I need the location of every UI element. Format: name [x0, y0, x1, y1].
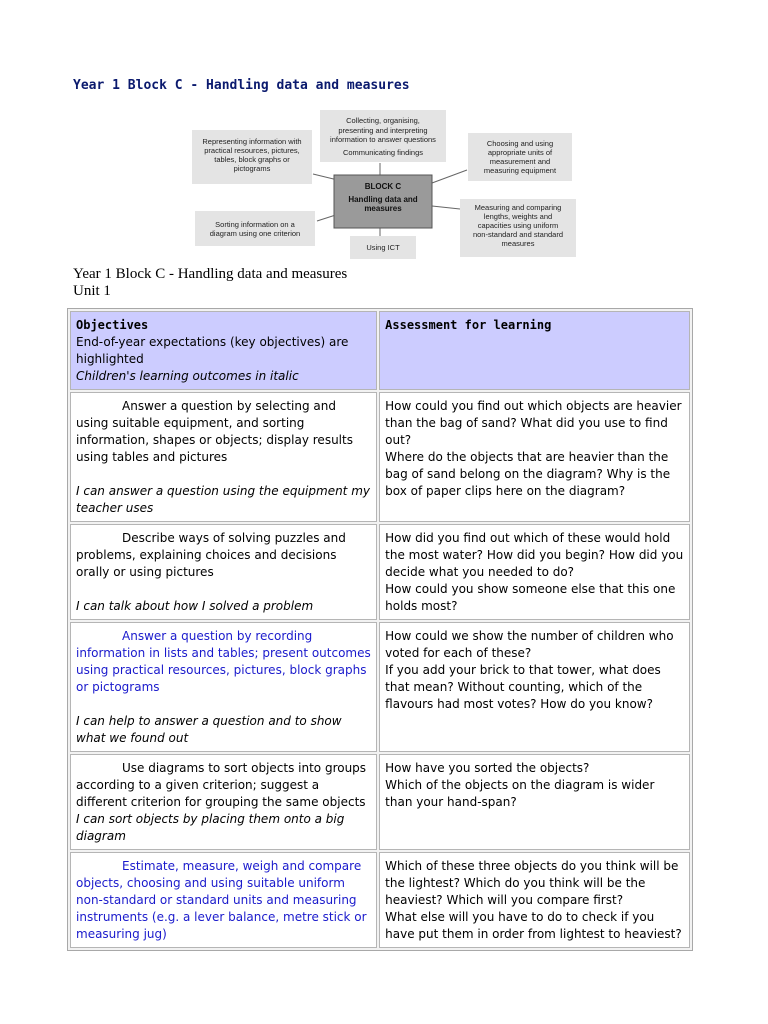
diagram-right-top-line-2: appropriate units of	[487, 148, 553, 157]
diagram-center-line-1: BLOCK C	[364, 182, 402, 191]
diagram-right-top-line-3: measurement and	[489, 157, 551, 166]
assessment-question: How could we show the number of children who voted for each of these?	[385, 629, 674, 660]
objective-text: Use diagrams to sort objects into groups according to a given criterion; suggest a different criterion for grouping the same objects	[76, 761, 367, 809]
diagram-center-line-3: measures	[364, 204, 402, 213]
key-objectives-note: End-of-year expectations (key objectives) are highlighted	[76, 335, 349, 366]
objectives-header: Objectives	[76, 318, 149, 332]
diagram-top-line-3: information to answer questions	[330, 135, 436, 144]
diagram-right-bottom-line-5: measures	[501, 239, 535, 248]
table-row	[70, 754, 690, 850]
assessment-header-cell	[379, 311, 690, 390]
diagram-top-line-1: Collecting, organising,	[346, 116, 420, 125]
diagram-left-bottom-line-1: Sorting information on a	[215, 220, 295, 229]
diagram-left-bottom-line-2: diagram using one criterion	[209, 229, 301, 238]
page-heading: Year 1 Block C - Handling data and measures	[73, 78, 410, 93]
table-row	[70, 852, 690, 948]
diagram-top-line-2: presenting and interpreting	[338, 126, 428, 135]
objective-cell	[70, 392, 377, 522]
diagram-right-top-line-4: measuring equipment	[483, 166, 557, 175]
assessment-header: Assessment for learning	[385, 318, 552, 332]
diagram-left-top-line-3: tables, block graphs or	[214, 155, 290, 164]
objective-cell	[70, 622, 377, 752]
assessment-question: How could you find out which objects are heavier than the bag of sand? What did you use to find out?	[385, 399, 682, 447]
diagram-left-top-line-2: practical resources, pictures,	[204, 146, 300, 155]
assessment-cell	[379, 754, 690, 850]
assessment-question: Where do the objects that are heavier than the bag of sand belong on the diagram? Why is the box of paper clips here on the diagram?	[385, 450, 671, 498]
diagram-top-line-4: Communicating findings	[342, 148, 424, 157]
assessment-question: Which of the objects on the diagram is wider than your hand-span?	[385, 778, 655, 809]
diagram-center-line-2: Handling data and	[348, 195, 418, 204]
table-row	[70, 524, 690, 620]
objective-cell	[70, 852, 377, 948]
diagram-right-bottom-line-3: capacities using uniform	[477, 221, 559, 230]
block-c-diagram	[190, 108, 582, 260]
table-row	[70, 622, 690, 752]
diagram-right-bottom-line-1: Measuring and comparing	[474, 203, 562, 212]
diagram-right-top-line-1: Choosing and using	[486, 139, 554, 148]
assessment-cell	[379, 524, 690, 620]
assessment-cell	[379, 622, 690, 752]
diagram-left-top-line-4: pictograms	[233, 164, 271, 173]
objective-text: Answer a question by selecting and using suitable equipment, and sorting information, shapes or objects; display results using tables and pictures	[76, 399, 353, 464]
diagram-left-top-line-1: Representing information with	[202, 137, 302, 146]
assessment-question: If you add your brick to that tower, what does that mean? Without counting, which of the flavours had most votes? How do you know?	[385, 663, 661, 711]
objectives-header-cell	[70, 311, 377, 390]
page-subtitle	[73, 266, 347, 300]
assessment-cell	[379, 392, 690, 522]
table-row	[70, 392, 690, 522]
learning-outcome: I can sort objects by placing them onto a big diagram	[76, 812, 345, 843]
assessment-question: What else will you have to do to check if you have put them in order from lightest to heaviest?	[385, 910, 682, 941]
objective-cell	[70, 754, 377, 850]
assessment-question: How have you sorted the objects?	[385, 761, 590, 775]
diagram-svg	[190, 108, 582, 260]
key-objective-text: Answer a question by recording information in lists and tables; present outcomes using practical resources, pictures, block graphs or pictograms	[76, 629, 371, 694]
subtitle-line-2: Unit 1	[73, 283, 111, 299]
learning-outcomes-note: Children's learning outcomes in italic	[76, 369, 299, 383]
objective-cell	[70, 524, 377, 620]
assessment-question: Which of these three objects do you think will be the lightest? Which do you think will be the heaviest? Which will you compare first?	[385, 859, 679, 907]
objectives-table	[67, 308, 693, 951]
learning-outcome: I can answer a question using the equipment my teacher uses	[76, 484, 370, 515]
subtitle-line-1: Year 1 Block C - Handling data and measures	[73, 266, 348, 282]
diagram-right-bottom-line-4: non-standard and standard	[472, 230, 564, 239]
learning-outcome: I can talk about how I solved a problem	[76, 599, 314, 613]
table-header-row	[70, 311, 690, 390]
assessment-question: How could you show someone else that this one holds most?	[385, 582, 676, 613]
assessment-question: How did you find out which of these would hold the most water? How did you begin? How did you decide what you needed to do?	[385, 531, 684, 579]
diagram-bottom-line-1: Using ICT	[366, 243, 400, 252]
learning-outcome: I can help to answer a question and to show what we found out	[76, 714, 342, 745]
diagram-right-bottom-line-2: lengths, weights and	[483, 212, 553, 221]
assessment-cell	[379, 852, 690, 948]
key-objective-text: Estimate, measure, weigh and compare objects, choosing and using suitable uniform non-standard or standard units and measuring instruments (e.g. a lever balance, metre stick or measuring jug)	[76, 859, 367, 941]
objective-text: Describe ways of solving puzzles and problems, explaining choices and decisions orally or using pictures	[76, 531, 346, 579]
